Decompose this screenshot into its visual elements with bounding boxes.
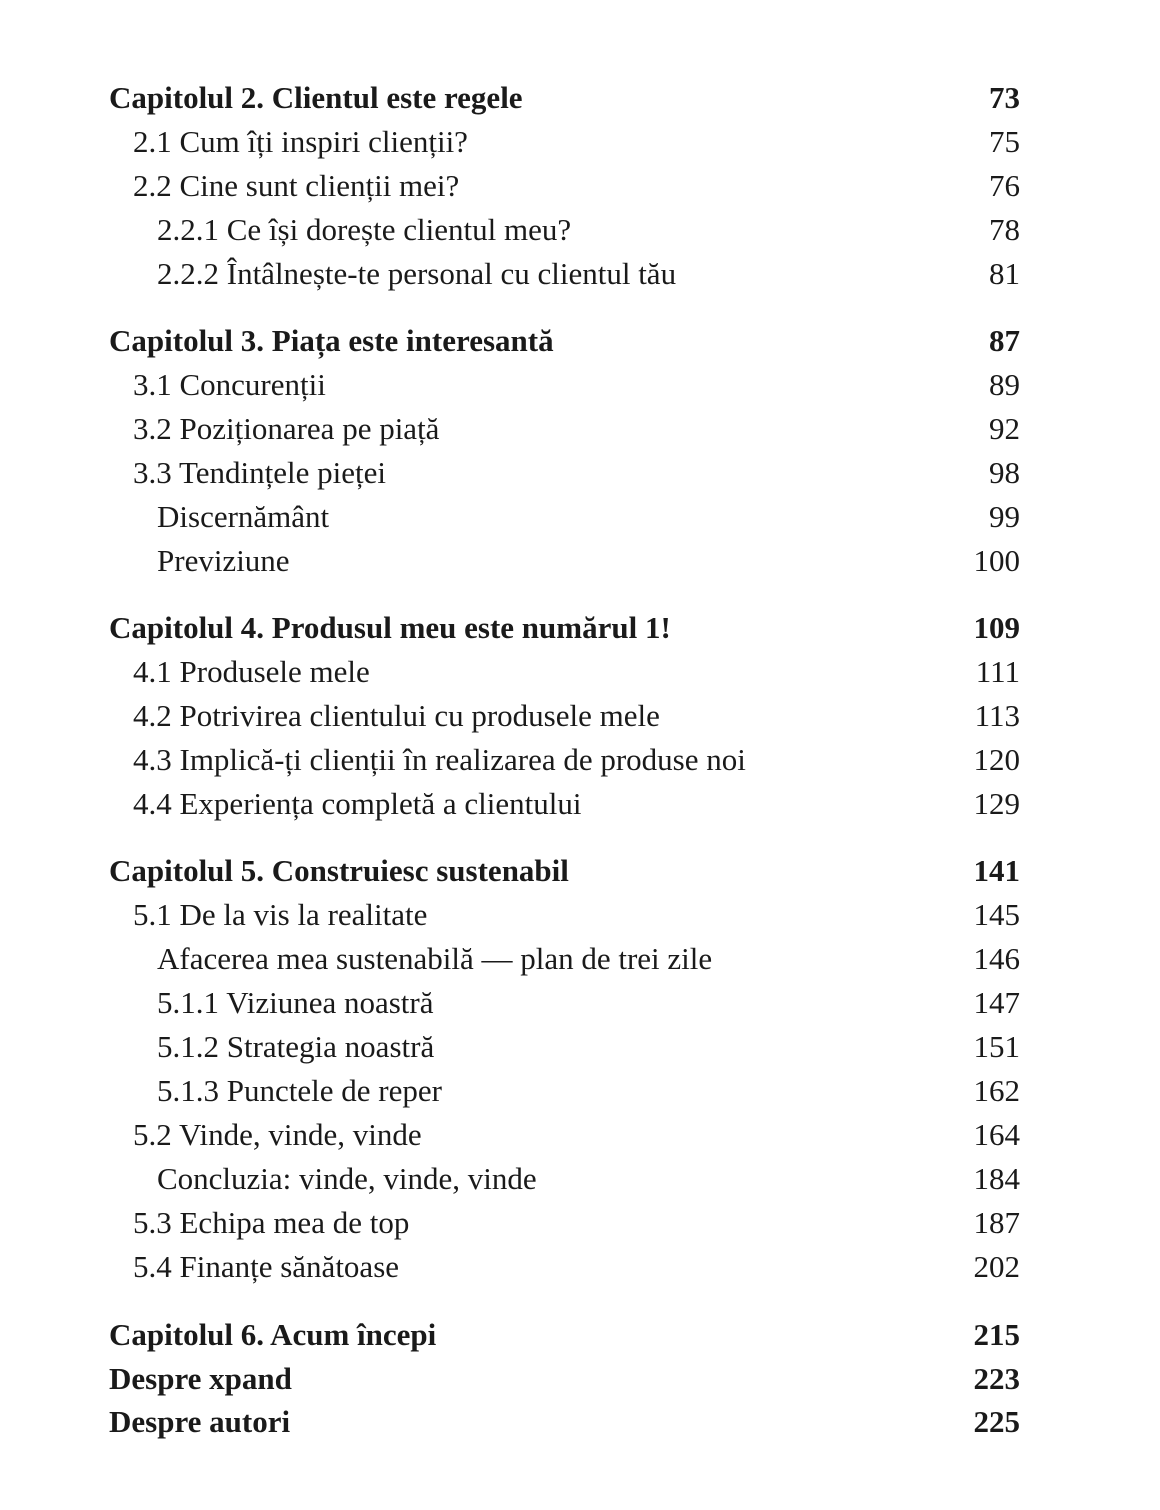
toc-chapter-6 (109, 1313, 1020, 1357)
toc-entry-page: 75 (989, 124, 1020, 159)
toc-entry-page: 76 (989, 168, 1020, 203)
toc-section-2-1 (109, 120, 1020, 164)
toc-entry-title: Capitolul 3. Piața este interesantă (109, 323, 554, 358)
toc-subsection-5-1-3 (109, 1069, 1020, 1113)
toc-entry-title: 5.3 Echipa mea de top (133, 1205, 410, 1240)
toc-despre-autori (109, 1400, 1020, 1444)
toc-subsection-concluzia (109, 1157, 1020, 1201)
toc-entry-page: 225 (973, 1404, 1020, 1439)
toc-entry-title: Afacerea mea sustenabilă — plan de trei zile (157, 941, 713, 976)
toc-entry-page: 151 (973, 1029, 1020, 1064)
toc-section-3-3 (109, 451, 1020, 495)
toc-entry-page: 78 (989, 212, 1020, 247)
toc-entry-title: 5.1.1 Viziunea noastră (157, 985, 434, 1020)
toc-subsection-5-1-2 (109, 1025, 1020, 1069)
toc-entry-page: 120 (973, 742, 1020, 777)
toc-chapter-5 (109, 849, 1020, 893)
toc-entry-page: 98 (989, 455, 1020, 490)
toc-entry-page: 164 (973, 1117, 1020, 1152)
toc-entry-title: Capitolul 5. Construiesc sustenabil (109, 853, 569, 888)
toc-entry-title: 2.2 Cine sunt clienții mei? (133, 168, 460, 203)
toc-entry-title: 5.1 De la vis la realitate (133, 897, 428, 932)
toc-entry-title: Capitolul 2. Clientul este regele (109, 80, 523, 115)
toc-entry-page: 73 (989, 80, 1020, 115)
toc-subsection-2-2-2 (109, 252, 1020, 296)
toc-section-3-1 (109, 363, 1020, 407)
toc-section-4-1 (109, 650, 1020, 694)
toc-entry-page: 145 (973, 897, 1020, 932)
toc-entry-page: 89 (989, 367, 1020, 402)
toc-entry-page: 141 (973, 853, 1020, 888)
toc-entry-title: Despre xpand (109, 1361, 292, 1396)
toc-entry-page: 146 (973, 941, 1020, 976)
toc-despre-xpand (109, 1357, 1020, 1401)
toc-subsection-discernamant (109, 495, 1020, 539)
toc-entry-title: Capitolul 4. Produsul meu este numărul 1! (109, 610, 671, 645)
toc-entry-title: 4.2 Potrivirea clientului cu produsele mele (133, 698, 660, 733)
toc-entry-page: 129 (973, 786, 1020, 821)
toc-entry-title: 2.2.2 Întâlnește-te personal cu clientul tău (157, 256, 677, 291)
toc-entry-page: 113 (974, 698, 1020, 733)
toc-entry-page: 81 (989, 256, 1020, 291)
toc-entry-title: Capitolul 6. Acum începi (109, 1317, 437, 1352)
toc-entry-title: 5.1.2 Strategia noastră (157, 1029, 435, 1064)
toc-entry-title: 5.2 Vinde, vinde, vinde (133, 1117, 422, 1152)
toc-entry-title: 3.1 Concurenții (133, 367, 326, 402)
toc-entry-page: 215 (973, 1317, 1020, 1352)
toc-entry-title: Discernământ (157, 499, 330, 534)
toc-section-4-2 (109, 694, 1020, 738)
toc-entry-page: 109 (973, 610, 1020, 645)
toc-section-2-2 (109, 164, 1020, 208)
toc-entry-title: 2.2.1 Ce își dorește clientul meu? (157, 212, 572, 247)
toc-entry-title: Previziune (157, 543, 290, 578)
toc-section-5-4 (109, 1245, 1020, 1289)
toc-entry-page: 111 (975, 654, 1020, 689)
toc-entry-page: 87 (989, 323, 1020, 358)
toc-entry-page: 147 (973, 985, 1020, 1020)
toc-entry-title: 4.4 Experiența completă a clientului (133, 786, 582, 821)
toc-chapter-2 (109, 76, 1020, 120)
toc-chapter-3 (109, 319, 1020, 363)
toc-entry-page: 202 (973, 1249, 1020, 1284)
toc-entry-title: 5.4 Finanțe sănătoase (133, 1249, 400, 1284)
toc-entry-page: 100 (973, 543, 1020, 578)
toc-entry-page: 92 (989, 411, 1020, 446)
toc-entry-page: 99 (989, 499, 1020, 534)
toc-entry-title: Despre autori (109, 1404, 291, 1439)
toc-section-4-4 (109, 782, 1020, 826)
toc-section-4-3 (109, 738, 1020, 782)
toc-chapter-4 (109, 606, 1020, 650)
toc-entry-page: 223 (973, 1361, 1020, 1396)
toc-section-5-3 (109, 1201, 1020, 1245)
toc-section-5-1 (109, 893, 1020, 937)
toc-entry-page: 187 (973, 1205, 1020, 1240)
toc-entry-title: 2.1 Cum îți inspiri clienții? (133, 124, 468, 159)
toc-entry-title: 3.3 Tendințele pieței (133, 455, 386, 490)
toc-entry-page: 184 (973, 1161, 1020, 1196)
toc-entry-title: 3.2 Poziționarea pe piață (133, 411, 440, 446)
toc-subsection-2-2-1 (109, 208, 1020, 252)
toc-entry-title: Concluzia: vinde, vinde, vinde (157, 1161, 537, 1196)
toc-section-3-2 (109, 407, 1020, 451)
toc-entry-title: 5.1.3 Punctele de reper (157, 1073, 442, 1108)
toc-entry-title: 4.1 Produsele mele (133, 654, 370, 689)
toc-entry-page: 162 (973, 1073, 1020, 1108)
toc-section-5-2 (109, 1113, 1020, 1157)
toc-entry-title: 4.3 Implică-ți clienții în realizarea de produse noi (133, 742, 746, 777)
toc-subsection-5-1-1 (109, 981, 1020, 1025)
toc-subsection-previziune (109, 539, 1020, 583)
toc-subsection-afacerea (109, 937, 1020, 981)
